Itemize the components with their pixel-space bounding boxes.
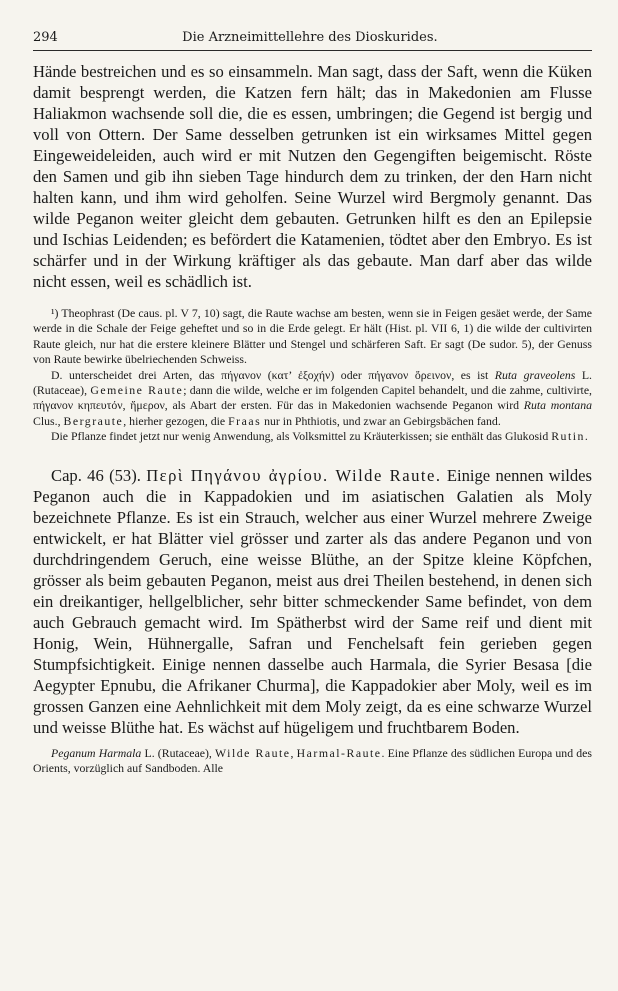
running-title: Die Arzneimittellehre des Dioskurides.	[182, 30, 438, 45]
footnote-theophrast: ¹) Theophrast (De caus. pl. V 7, 10) sagt, die Raute wachse am besten, wenn sie in Feigen gesäet werde, der Same werde in die Schale der Feige geheftet und so in die Erde gelegt. Er hält (Hist. pl. VII 6, 1) die wilde der cultivirten Raute gleich, nur hat die erstere kleinere Blätter und Stengel und schärferen Saft. Er sagt (De sudor. 5), der Genuss von Raute bewirke übelriechenden Schweiss.	[33, 306, 592, 367]
footnote-usage: Die Pflanze findet jetzt nur wenig Anwendung, als Volksmittel zu Kräuterkissen; sie enthält das Glukosid Rutin.	[51, 429, 588, 444]
paragraph-continuation: Hände bestreichen und es so einsammeln. Man sagt, dass der Saft, wenn die Küken damit besprengt werden, die Katzen fern hält; das in Makedonien am Flusse Haliakmon wachsende soll die, die es essen, umbringen; die Gegend ist bergig und voll von Ottern. Der Same desselben getrunken ist ein wirksames Mittel gegen Eingeweideleiden, auch wird er mit Nutzen den Gegengiften beigemischt. Röste den Samen und gib ihn sieben Tage hindurch dem zu trinken, der den Harn nicht halten kann, und ihm wird geholfen. Seine Wurzel wird Bergmoly genannt. Das wilde Peganon weiter gleicht dem gebauten. Getrunken hilft es den an Epilepsie und Ischias Leidenden; es befördert die Katamenien, tödtet aber den Embryo. Es ist schärfer und in der Wirkung kräftiger als das gebaute. Man darf aber das wilde nicht essen, weil es schädlich ist.	[33, 62, 592, 291]
chapter-text: Einige nennen wildes Peganon auch die in Kappadokien und im asiatischen Galatien als Moly bezeichnete Pflanze. Es ist ein Strauch, welcher aus einer Wurzel mehrere Zweige entwickelt, er hat Blätter viel grösser und zarter als das andere Peganon und von durchdringendem Geruch, eine weisse Blüthe, an der Spitze kleine Köpfchen, grösser als beim gebauten Peganon, meist aus drei Theilen bestehend, in denen sich ein dreikantiger, hellgelblicher, sehr bitter schmeckender Same befindet, von dem auch Gebrauch gemacht wird. Im Spätherbst wird der Same reif und dient mit Honig, Wein, Hühnergalle, Safran und Fenchelsaft fein gerieben gegen Stumpfsichtigkeit. Einige nennen dasselbe auch Harmala, die Syrier Besasa [die Aegypter Epnubu, die Afrikaner Churma], die Kappadokier aber Moly, weil es im grossen Ganzen eine Aehnlichkeit mit dem Moly zeigt, da es eine schwarze Wurzel und weisse Blüthe hat. Es wächst auf hügeligem und fruchtbarem Boden.	[33, 465, 592, 737]
footnote-species: D. unterscheidet drei Arten, das πήγανον (κατ’ ἐξοχήν) oder πήγανον ὄρεινον, es ist Ruta graveolens L. (Rutaceae), Gemeine Raute; dann die wilde, welche er im folgenden Capitel behandelt, und die zahme, cultivirte, πήγανον κηπευτόν, ἥμερον, als Abart der ersten. Für das in Makedonien wachsende Peganon wird Ruta montana Clus., Bergraute, hierher gezogen, die Fraas nur in Phthiotis, und zwar an Gebirgsbächen fand.	[33, 367, 593, 428]
chapter-number: Cap. 46 (53).	[51, 465, 147, 485]
chapter-greek-title: Περὶ Πηγάνου ἀγρίου.	[146, 465, 329, 485]
footnote-peganum: Peganum Harmala L. (Rutaceae), Wilde Raute, Harmal-Raute. Eine Pflanze des südlichen Europa und des Orients, vorzüglich auf Sandboden. Alle	[33, 745, 592, 776]
chapter-46	[33, 465, 592, 738]
running-header	[33, 30, 592, 50]
header-rule	[33, 50, 592, 51]
page-number: 294	[33, 30, 58, 45]
chapter-german-title: Wilde Raute.	[328, 465, 442, 485]
